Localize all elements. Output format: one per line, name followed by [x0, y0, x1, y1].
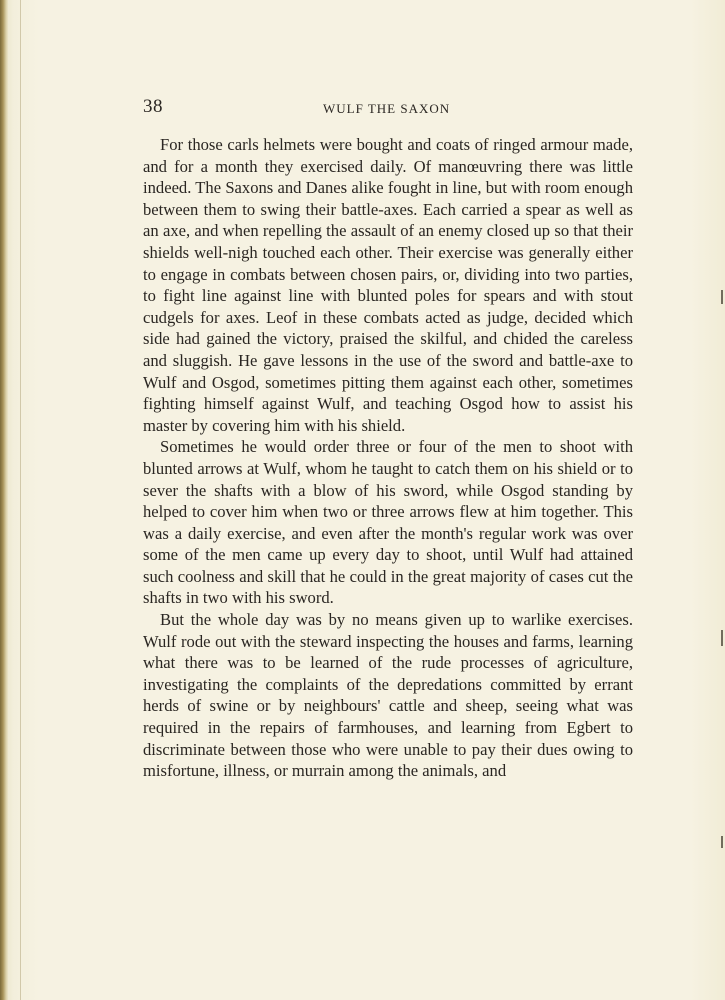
paragraph: But the whole day was by no means given up to warlike exercises. Wulf rode out with the steward inspecting the houses and farms, learning what there was to be learned of the rude processes of agriculture, investigating the complaints of the depredations committed by errant herds of swine or by neighbours' cattle and sheep, seeing what was required in the repairs of farmhouses, and learning from Egbert to discriminate between those who were unable to pay their dues owing to misfortune, illness, or murrain among the animals, and: [143, 610, 633, 781]
page-binding-edge: [0, 0, 8, 1000]
page-number: 38: [143, 96, 163, 117]
paragraph: For those carls helmets were bought and coats of ringed armour made, and for a month they exercised daily. Of manœuvring there was little indeed. The Saxons and Danes alike fought in line, but with room enough between them to swing their battle-axes. Each carried a spear as well as an axe, and when repelling the assault of an enemy closed up so that their shields well-nigh touched each other. Their exercise was generally either to engage in combats between chosen pairs, or, dividing into two parties, to fight line against line with blunted poles for spears and with stout cudgels for axes. Leof in these combats acted as judge, decided which side had gained the victory, praised the skilful, and chided the careless and sluggish. He gave lessons in the use of the sword and battle-axe to Wulf and Osgod, sometimes pitting them against each other, sometimes fighting himself against Wulf, and teaching Osgod how to assist his master by covering him with his shield.: [143, 135, 633, 435]
running-title: WULF THE SAXON: [323, 101, 451, 116]
paragraph: Sometimes he would order three or four of the men to shoot with blunted arrows at Wulf, whom he taught to catch them on his shield or to sever the shafts with a blow of his sword, while Osgod standing by helped to cover him when two or three arrows flew at him together. This was a daily exercise, and even after the month's regular work was over some of the men came up every day to shoot, until Wulf had attained such coolness and skill that he could in the great majority of cases cut the shafts in two with his sword.: [143, 437, 633, 608]
body-text: [143, 134, 633, 782]
page-gutter-line: [20, 0, 21, 1000]
page-edge-mark: [721, 290, 723, 304]
page-edge-mark: [721, 630, 723, 646]
page-header: [143, 96, 633, 120]
page-edge-mark: [721, 836, 723, 848]
